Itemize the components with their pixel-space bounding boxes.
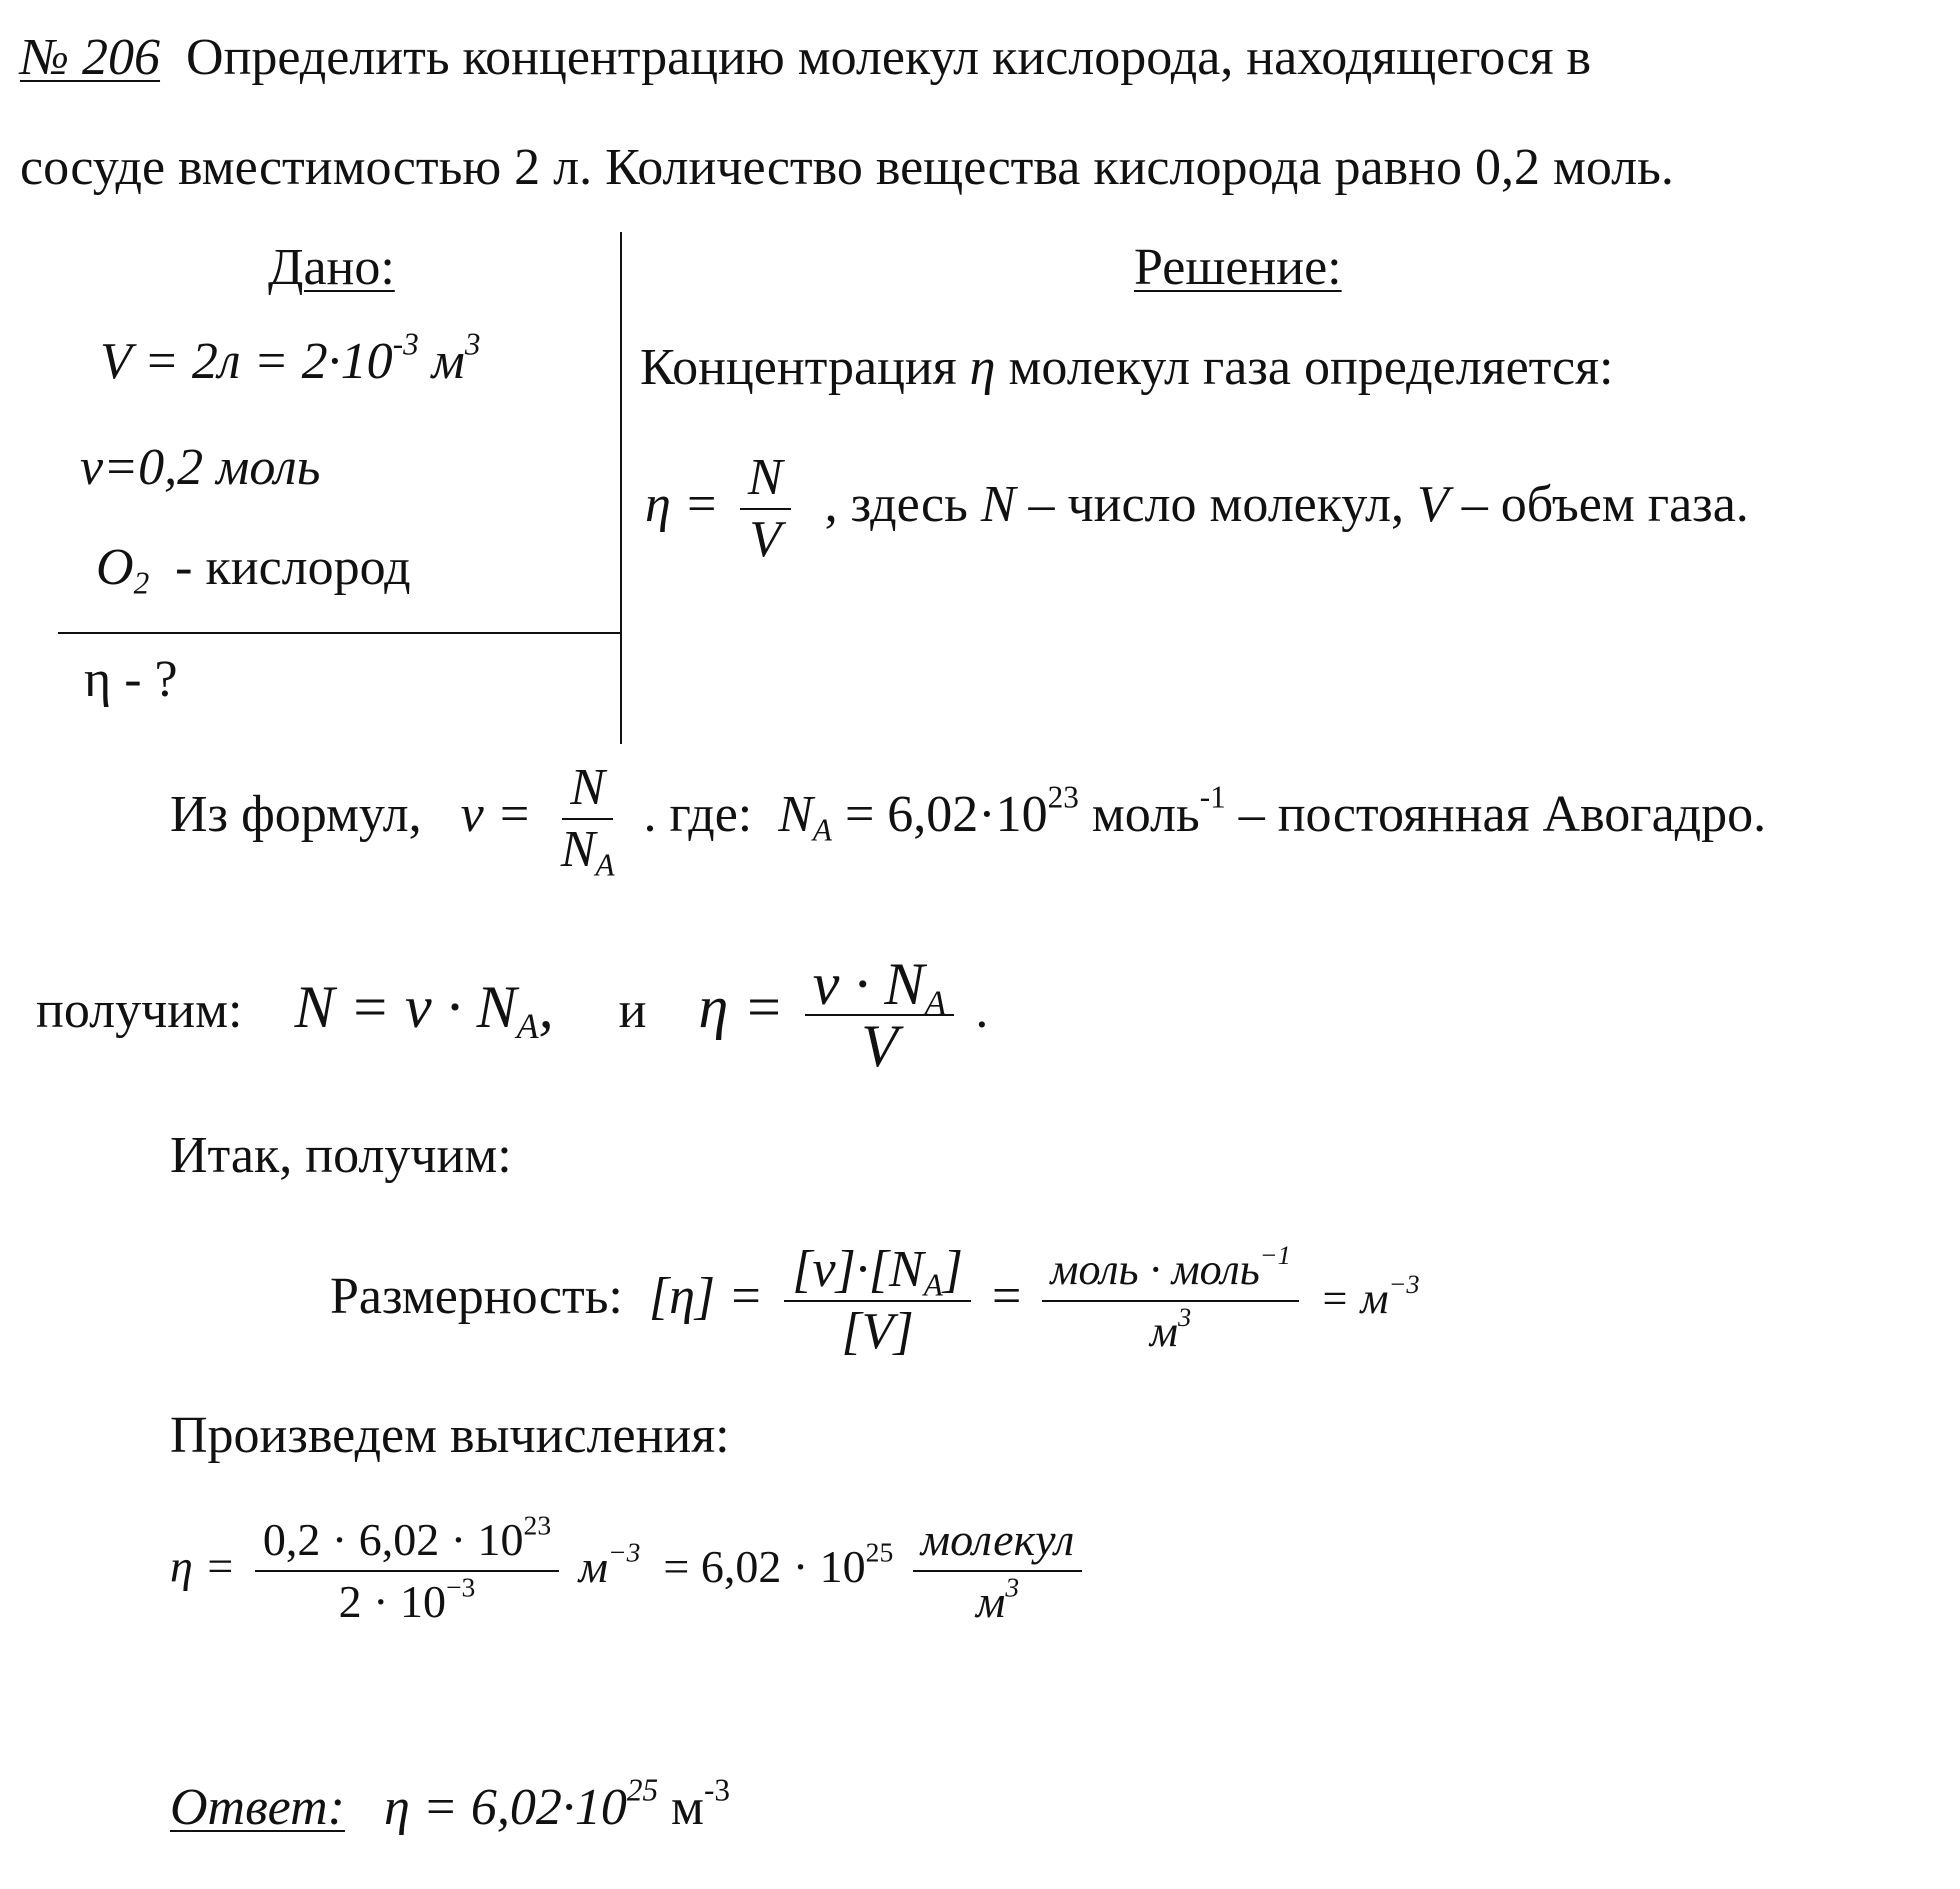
given-heading: Дано: xyxy=(268,239,395,296)
given-volume-exp: -3 xyxy=(392,326,419,362)
nu-numerator: N xyxy=(562,758,613,820)
calc-result-unit xyxy=(913,1510,1083,1632)
dim-label: Размерность: xyxy=(330,1267,623,1325)
calc-unit: $м^{-3}$ xyxy=(578,1535,641,1592)
formula-calculation xyxy=(170,1510,1090,1632)
dim-numerator-2: моль · моль$^{-1}$ xyxy=(1042,1240,1298,1302)
dim-numerator-1: $[\nu]\cdot[N_A]$ xyxy=(784,1240,971,1302)
get-eta-numerator: $\nu \cdot N_A$ xyxy=(805,954,955,1016)
na-unit-exp: -1 xyxy=(1199,779,1226,815)
f1-lhs: η = xyxy=(645,475,719,533)
answer-value: $\eta = 6,02\cdot 10^{25}$ xyxy=(383,1772,659,1836)
na-sub: A xyxy=(812,812,832,848)
and-label: и xyxy=(618,981,647,1039)
answer xyxy=(170,1772,730,1838)
calc-label: Произведем вычисления: xyxy=(170,1407,730,1464)
problem-text-2: сосуде вместимостью 2 л. Количество вещества кислорода равно 0,2 моль. xyxy=(20,139,1674,196)
solution-heading: Решение: xyxy=(1134,239,1342,296)
formula-dimension xyxy=(330,1240,1420,1362)
get-N: $N = \nu \cdot N_A$, xyxy=(294,973,554,1046)
given-volume-lhs: V = 2л = 2·10 xyxy=(100,333,393,390)
answer-label: Ответ: xyxy=(170,1779,345,1836)
dim-result: = $м^{-3}$ xyxy=(1319,1269,1420,1323)
from-label: Из формул, xyxy=(170,785,422,843)
given-gas-symbol: O xyxy=(96,539,134,596)
na-description: – постоянная Авогадро. xyxy=(1238,785,1767,843)
f1-numerator: N xyxy=(740,448,791,510)
na-exp: 23 xyxy=(1047,779,1079,815)
calc-numerator: $0,2 \cdot 6,02 \cdot 10^{23}$ xyxy=(255,1510,559,1572)
calc-denominator: $2 \cdot 10^{-3}$ xyxy=(338,1571,476,1627)
given-volume-unit-exp: 3 xyxy=(464,326,481,362)
given-divider-horizontal xyxy=(58,632,620,634)
calc-result-unit-num: молекул xyxy=(913,1510,1083,1572)
formula-amount xyxy=(170,758,1767,883)
calc-fraction xyxy=(255,1510,559,1632)
problem-statement-line2 xyxy=(20,138,1674,198)
formula-result xyxy=(36,951,989,1079)
calc-lhs: η = xyxy=(170,1540,236,1592)
nu-denominator: $N_A$ xyxy=(560,821,615,883)
formula-concentration xyxy=(645,448,1749,570)
f1-text-c: – объем газа. xyxy=(1461,475,1749,533)
na-base: N xyxy=(778,785,813,843)
na-value: = 6,02·10 xyxy=(844,785,1048,843)
answer-unit: $м^{-3}$ xyxy=(671,1772,730,1836)
get-dot: . xyxy=(975,981,989,1039)
given-gas-sub: 2 xyxy=(133,565,150,601)
dim-eq: = xyxy=(992,1267,1022,1325)
get-eta-fraction xyxy=(805,951,955,1079)
get-eta-lhs: η = xyxy=(698,973,784,1040)
nu-lhs: ν = xyxy=(460,785,532,843)
solution-intro-b: молекул газа определяется: xyxy=(1008,339,1614,396)
solution-intro-a: Концентрация xyxy=(640,339,957,396)
nu-fraction xyxy=(553,758,623,883)
dim-fraction-2 xyxy=(1042,1240,1298,1362)
dim-lhs: [η] = xyxy=(648,1267,764,1325)
solution-intro xyxy=(640,338,1613,398)
where-label: . где: xyxy=(643,785,753,843)
get-eta-denominator: V xyxy=(861,1013,898,1079)
calc-result: = $6,02 \cdot 10^{25}$ xyxy=(663,1535,894,1592)
given-gas-name: - кислород xyxy=(175,539,411,596)
dim-fraction-1 xyxy=(784,1240,971,1362)
problem-number: № 206 xyxy=(20,29,161,86)
f1-text-b: – число молекул, xyxy=(1028,475,1404,533)
na-unit: моль xyxy=(1091,785,1200,843)
given-amount: ν=0,2 моль xyxy=(80,439,321,496)
dim-denominator-1: [V] xyxy=(841,1303,914,1360)
given-gas xyxy=(96,538,411,601)
f1-V: V xyxy=(1416,475,1449,533)
given-divider-vertical xyxy=(620,232,622,744)
get-label: получим: xyxy=(36,981,243,1039)
problem-statement-line1 xyxy=(20,28,1591,88)
find-quantity: η - ? xyxy=(84,651,178,708)
given-volume xyxy=(100,326,481,392)
dim-denominator-2: $м^3$ xyxy=(1149,1302,1192,1356)
problem-text-1: Определить концентрацию молекул кислорода, находящегося в xyxy=(186,29,1592,86)
calc-result-unit-den: $м^3$ xyxy=(975,1571,1020,1627)
f1-fraction xyxy=(740,448,791,570)
solution-intro-symbol: η xyxy=(969,339,996,396)
given-volume-unit: м xyxy=(431,333,465,390)
thus-label: Итак, получим: xyxy=(170,1127,512,1184)
f1-denominator: V xyxy=(749,511,782,568)
f1-N: N xyxy=(980,475,1016,533)
f1-text-a: , здесь xyxy=(824,475,968,533)
